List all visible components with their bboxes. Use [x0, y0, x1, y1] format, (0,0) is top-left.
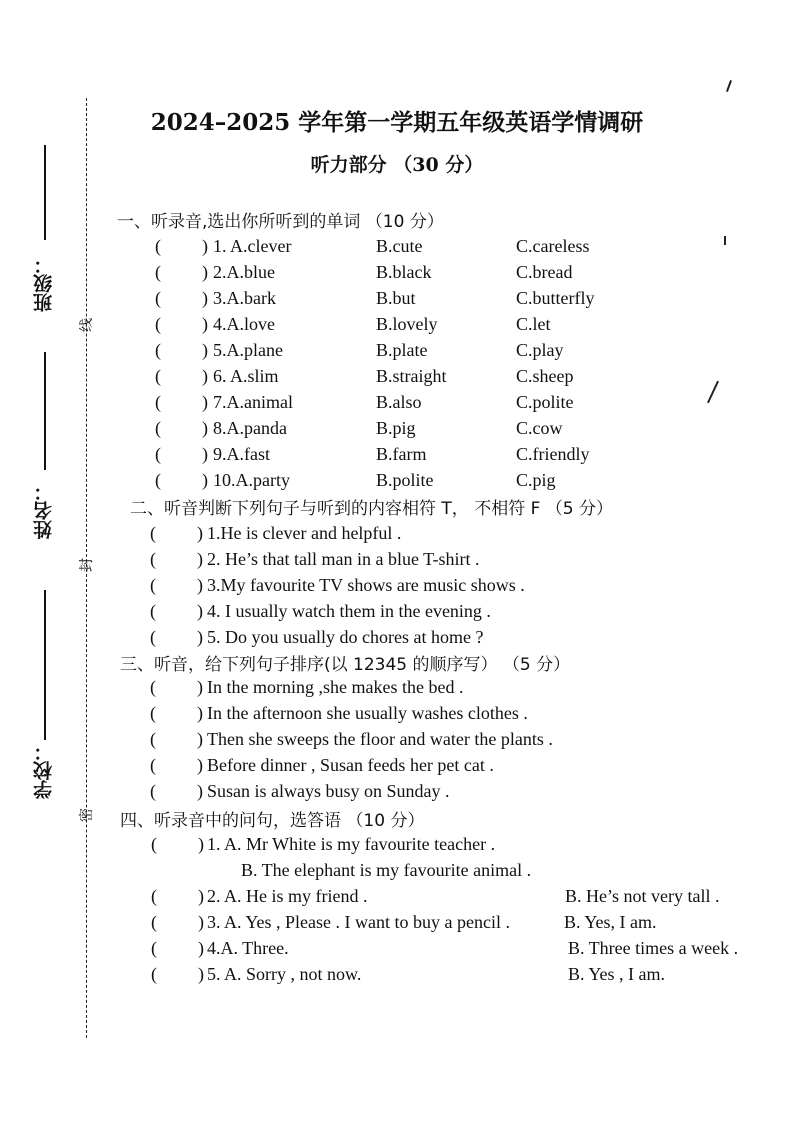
answer-blank-open[interactable]: ( [155, 366, 161, 386]
answer-blank-close: ) [197, 601, 203, 621]
scan-mark [726, 80, 732, 92]
s1-option-b: B.lovely [376, 314, 438, 334]
s1-option-b: B.polite [376, 470, 434, 490]
s4-option-a: 3. A. Yes , Please . I want to buy a pencil . [207, 912, 510, 932]
answer-blank-close: ) [197, 523, 203, 543]
s1-option-c: C.play [516, 340, 564, 360]
answer-blank-close: ) [198, 886, 204, 906]
s1-option-b: B.cute [376, 236, 423, 256]
s1-option-c: C.polite [516, 392, 574, 412]
answer-blank-close: ) [197, 703, 203, 723]
class-label: 班级： [33, 255, 55, 312]
seal-char-xian: 线 [79, 318, 95, 332]
s4-option-a: 5. A. Sorry , not now. [207, 964, 362, 984]
answer-blank-close: ) [198, 912, 204, 932]
s2-statement: 2. He’s that tall man in a blue T-shirt . [207, 549, 480, 569]
answer-blank-close: ) [198, 834, 204, 854]
answer-blank-close: ) [198, 938, 204, 958]
s1-option-a: 10.A.party [213, 470, 290, 490]
s2-statement: 4. I usually watch them in the evening . [207, 601, 491, 621]
answer-blank-open[interactable]: ( [150, 703, 156, 723]
s3-sentence: Susan is always busy on Sunday . [207, 781, 450, 801]
s2-statement: 1.He is clever and helpful . [207, 523, 402, 543]
answer-blank-open[interactable]: ( [150, 575, 156, 595]
s1-option-a: 5.A.plane [213, 340, 283, 360]
answer-blank-open[interactable]: ( [151, 834, 157, 854]
s1-option-c: C.bread [516, 262, 573, 282]
answer-blank-close: ) [202, 340, 208, 360]
answer-blank-close: ) [202, 288, 208, 308]
s3-sentence: Before dinner , Susan feeds her pet cat . [207, 755, 494, 775]
scan-mark [724, 236, 726, 245]
s4-item1-option-a: 1. A. Mr White is my favourite teacher . [207, 834, 496, 854]
s1-option-a: 3.A.bark [213, 288, 276, 308]
answer-blank-close: ) [197, 781, 203, 801]
s1-option-a: 1. A.clever [213, 236, 292, 256]
answer-blank-close: ) [202, 314, 208, 334]
answer-blank-open[interactable]: ( [155, 470, 161, 490]
answer-blank-close: ) [202, 418, 208, 438]
s1-option-a: 9.A.fast [213, 444, 270, 464]
s2-statement: 3.My favourite TV shows are music shows . [207, 575, 525, 595]
answer-blank-open[interactable]: ( [150, 601, 156, 621]
s4-option-b: B. Yes, I am. [564, 912, 657, 932]
answer-blank-open[interactable]: ( [151, 886, 157, 906]
answer-blank-close: ) [202, 262, 208, 282]
answer-blank-open[interactable]: ( [155, 262, 161, 282]
answer-blank-open[interactable]: ( [155, 392, 161, 412]
answer-blank-open[interactable]: ( [151, 912, 157, 932]
answer-blank-close: ) [197, 677, 203, 697]
answer-blank-close: ) [202, 366, 208, 386]
answer-blank-open[interactable]: ( [150, 549, 156, 569]
s2-statement: 5. Do you usually do chores at home ? [207, 627, 484, 647]
name-blank-line [44, 352, 46, 470]
answer-blank-close: ) [197, 755, 203, 775]
s1-option-c: C.let [516, 314, 551, 334]
answer-blank-open[interactable]: ( [151, 938, 157, 958]
seal-char-mi: 密 [79, 808, 95, 822]
school-blank-line [44, 590, 46, 740]
s1-option-a: 4.A.love [213, 314, 275, 334]
seal-char-feng: 封 [79, 558, 95, 572]
answer-blank-close: ) [198, 964, 204, 984]
s4-option-a: 2. A. He is my friend . [207, 886, 368, 906]
s4-option-b: B. Three times a week . [568, 938, 739, 958]
page-title: 2024–2025 学年第一学期五年级英语学情调研 [150, 109, 644, 136]
s1-option-c: C.friendly [516, 444, 590, 464]
section1-heading: 一、听录音,选出你所听到的单词 （10 分） [117, 212, 444, 232]
s1-option-a: 2.A.blue [213, 262, 275, 282]
answer-blank-open[interactable]: ( [150, 677, 156, 697]
answer-blank-open[interactable]: ( [150, 781, 156, 801]
answer-blank-close: ) [197, 575, 203, 595]
answer-blank-open[interactable]: ( [150, 729, 156, 749]
answer-blank-open[interactable]: ( [155, 418, 161, 438]
answer-blank-open[interactable]: ( [151, 964, 157, 984]
s4-option-a: 4.A. Three. [207, 938, 289, 958]
answer-blank-open[interactable]: ( [150, 755, 156, 775]
answer-blank-close: ) [202, 444, 208, 464]
answer-blank-close: ) [202, 470, 208, 490]
page-subtitle: 听力部分 （30 分） [310, 154, 484, 176]
answer-blank-open[interactable]: ( [150, 627, 156, 647]
scan-mark [707, 381, 719, 404]
s1-option-a: 8.A.panda [213, 418, 287, 438]
s1-option-b: B.pig [376, 418, 416, 438]
s1-option-b: B.farm [376, 444, 427, 464]
s1-option-c: C.cow [516, 418, 563, 438]
section2-heading: 二、听音判断下列句子与听到的内容相符 T， 不相符 F （5 分） [130, 499, 613, 519]
s1-option-a: 6. A.slim [213, 366, 279, 386]
answer-blank-open[interactable]: ( [150, 523, 156, 543]
s1-option-b: B.also [376, 392, 422, 412]
s3-sentence: In the morning ,she makes the bed . [207, 677, 464, 697]
answer-blank-open[interactable]: ( [155, 288, 161, 308]
s4-option-b: B. Yes , I am. [568, 964, 666, 984]
name-label: 姓名： [33, 482, 55, 539]
s1-option-c: C.careless [516, 236, 590, 256]
s1-option-b: B.black [376, 262, 432, 282]
s1-option-c: C.sheep [516, 366, 574, 386]
s4-item1-option-b: B. The elephant is my favourite animal . [241, 860, 532, 880]
answer-blank-close: ) [202, 236, 208, 256]
s1-option-b: B.but [376, 288, 416, 308]
answer-blank-close: ) [197, 549, 203, 569]
s1-option-c: C.butterfly [516, 288, 595, 308]
answer-blank-open[interactable]: ( [155, 340, 161, 360]
answer-blank-close: ) [197, 729, 203, 749]
answer-blank-open[interactable]: ( [155, 314, 161, 334]
s1-option-b: B.plate [376, 340, 428, 360]
school-label: 学校： [33, 742, 55, 799]
answer-blank-open[interactable]: ( [155, 444, 161, 464]
s1-option-a: 7.A.animal [213, 392, 293, 412]
s4-option-b: B. He’s not very tall . [565, 886, 720, 906]
section4-heading: 四、听录音中的问句，选答语 （10 分） [120, 811, 425, 831]
s1-option-b: B.straight [376, 366, 447, 386]
answer-blank-open[interactable]: ( [155, 236, 161, 256]
s3-sentence: Then she sweeps the floor and water the plants . [207, 729, 553, 749]
s3-sentence: In the afternoon she usually washes clothes . [207, 703, 528, 723]
answer-blank-close: ) [197, 627, 203, 647]
s1-option-c: C.pig [516, 470, 556, 490]
section3-heading: 三、听音，给下列句子排序(以 12345 的顺序写） （5 分） [120, 655, 571, 675]
answer-blank-close: ) [202, 392, 208, 412]
